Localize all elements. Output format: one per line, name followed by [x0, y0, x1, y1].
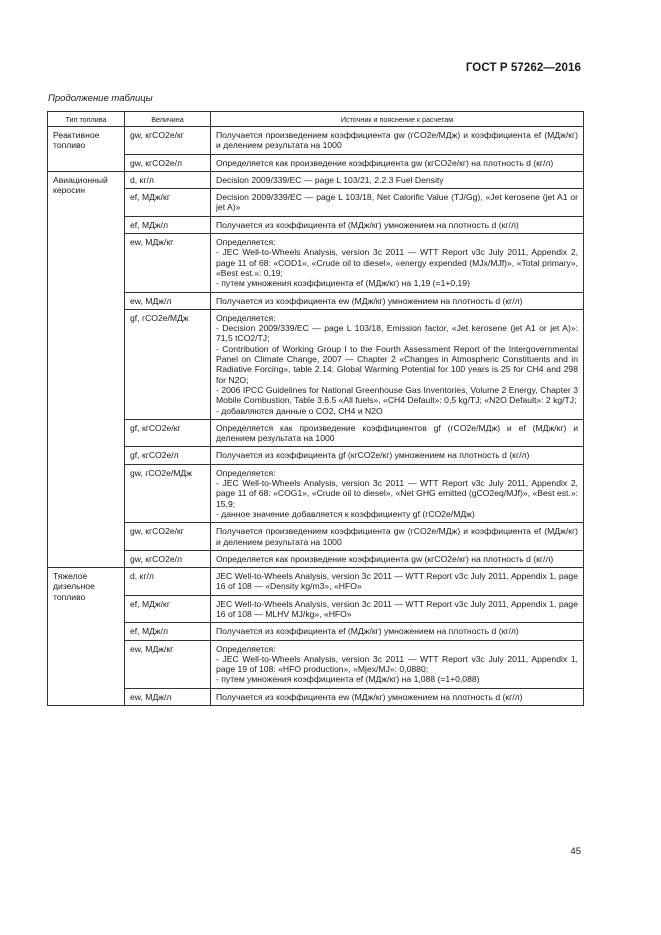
table-row — [48, 568, 584, 596]
table-row — [48, 127, 584, 155]
source-line: Получается произведением коэффициента gw (гCO2e/МДж) и коэффициента ef (МДж/кг) и делением результата на 1000 — [216, 526, 578, 547]
quantity-cell: d, кг/л — [125, 171, 211, 188]
fuel-type-cell: Тяжелое дизельное топливо — [48, 568, 125, 706]
quantity-cell: ew, МДж/кг — [125, 640, 211, 688]
source-line: - Contribution of Working Group I to the Fourth Assessment Report of the Intergovernmental Panel on Climate Change, 2007 — Chapter 2 «Changes in Atmospheric Constituents and in Radiative Forcing», table 2.14: Global Warming Potential for 100 years is 25 for CH4 and 298 for N2O; — [216, 343, 578, 385]
source-line: - данное значение добавляется к коэффициенту gf (гCO2e/МДж) — [216, 508, 475, 519]
quantity-cell: gw, гCO2e/МДж — [125, 464, 211, 522]
source-cell — [211, 234, 584, 292]
source-line: - путем умножения коэффициента ef (МДж/кг) на 1,19 (=1+0,19) — [216, 278, 470, 289]
table-row — [48, 550, 584, 567]
quantity-cell: gw, кгCO2e/кг — [125, 523, 211, 551]
table-row — [48, 447, 584, 464]
standard-number: ГОСТ Р 57262—2016 — [465, 62, 581, 74]
column-header-fuel-type: Тип топлива — [48, 112, 125, 127]
fuel-type-cell: Авиационный керосин — [48, 171, 125, 567]
source-cell — [211, 464, 584, 522]
source-line: Получается произведением коэффициента gw (гCO2e/МДж) и коэффициента ef (МДж/кг) и делением результата на 1000 — [216, 130, 578, 151]
quantity-cell: gw, кгCO2e/л — [125, 154, 211, 171]
source-line: - JEC Well-to-Wheels Analysis, version 3c 2011 — WTT Report v3c July 2011, Appendix 1, page 19 of 108: «HFO production», «Mjex/MJ»: 0,0880; — [216, 653, 578, 675]
table-row — [48, 688, 584, 705]
source-cell — [211, 447, 584, 464]
source-line: - добавляются данные о CO2, CH4 и N2O — [216, 405, 383, 416]
table-row — [48, 216, 584, 233]
table-row — [48, 595, 584, 623]
source-cell — [211, 189, 584, 217]
quantity-cell: ef, МДж/кг — [125, 189, 211, 217]
quantity-cell: ew, МДж/л — [125, 688, 211, 705]
quantity-cell: gw, кгCO2e/кг — [125, 127, 211, 155]
quantity-cell: ew, МДж/л — [125, 292, 211, 309]
source-line: Decision 2009/339/EC — page L 103/21, 2.2.3 Fuel Density — [216, 174, 444, 185]
column-header-quantity: Величина — [125, 112, 211, 127]
quantity-cell: d, кг/л — [125, 568, 211, 596]
source-line: - путем умножения коэффициента ef (МДж/кг) на 1,088 (=1+0,088) — [216, 674, 480, 685]
column-header-source: Источник и пояснение к расчетам — [211, 112, 584, 127]
source-cell — [211, 568, 584, 596]
source-cell — [211, 419, 584, 447]
source-cell — [211, 127, 584, 155]
table-row — [48, 154, 584, 171]
source-cell — [211, 154, 584, 171]
source-line: - JEC Well-to-Wheels Analysis, version 3c 2011 — WTT Report v3c July 2011, Appendix 2, page 11 of 68: «COG1», «Crude oil to diesel», «Net GHG emitted (gCO2eq/MJf)», «Best est.»: 15,9; — [216, 478, 578, 509]
source-cell — [211, 688, 584, 705]
source-cell — [211, 292, 584, 309]
table-row — [48, 189, 584, 217]
source-line: Получается из коэффициента gf (кгCO2e/кг) умножением на плотность d (кг/л) — [216, 450, 530, 461]
source-line: Определяется как произведение коэффициента gw (кгCO2e/кг) на плотность d (кг/л) — [216, 157, 554, 168]
source-line: Определяется как произведение коэффициентов gf (гCO2e/МДж) и ef (МДж/кг) и делением результата на 1000 — [216, 422, 578, 444]
source-line: Получается из коэффициента ew (МДж/кг) умножением на плотность d (кг/л) — [216, 691, 523, 702]
table-row — [48, 419, 584, 447]
source-line: Определяется: — [216, 312, 276, 323]
source-cell — [211, 216, 584, 233]
quantity-cell: gf, кгCO2e/л — [125, 447, 211, 464]
table-row — [48, 234, 584, 292]
fuel-coefficients-table — [47, 111, 584, 706]
source-cell — [211, 171, 584, 188]
source-line: Получается из коэффициента ef (МДж/кг) умножением на плотность d (кг/л) — [216, 219, 519, 230]
table-row — [48, 623, 584, 640]
table-header-row — [48, 112, 584, 127]
source-cell — [211, 523, 584, 551]
quantity-cell: gf, гCO2e/МДж — [125, 309, 211, 419]
table-caption: Продолжение таблицы — [48, 93, 153, 104]
table-row — [48, 292, 584, 309]
source-line: - JEC Well-to-Wheels Analysis, version 3c 2011 — WTT Report v3c July 2011, Appendix 2, page 11 of 68: «COD1», «Crude oil to diesel», «energy expended (MJx/MJf)», «Total primary», «Best est.»: 0,19; — [216, 247, 578, 278]
source-line: Определяется: — [216, 237, 276, 248]
source-line: Определяется: — [216, 467, 276, 478]
source-line: Определяется как произведение коэффициента gw (кгCO2e/кг) на плотность d (кг/л) — [216, 553, 554, 564]
table-row — [48, 309, 584, 419]
table-row — [48, 640, 584, 688]
source-line: Получается из коэффициента ef (МДж/кг) умножением на плотность d (кг/л) — [216, 626, 519, 637]
source-cell — [211, 595, 584, 623]
source-cell — [211, 309, 584, 419]
source-line: JEC Well-to-Wheels Analysis, version 3c 2011 — WTT Report v3c July 2011, Appendix 1, page 16 of 108 — MLHV MJ/kg», «HFO» — [216, 598, 578, 619]
source-cell — [211, 550, 584, 567]
source-cell — [211, 623, 584, 640]
table-row — [48, 464, 584, 522]
quantity-cell: gf, кгCO2e/кг — [125, 419, 211, 447]
fuel-type-cell: Реактивное топливо — [48, 127, 125, 172]
table-row — [48, 171, 584, 188]
source-line: - 2006 IPCC Guidelines for National Greenhouse Gas Inventories, Volume 2 Energy, Chapter 3 Mobile Combustion, Table 3.6.5 «All fuels», «CH4 Default»: 0,5 kg/TJ; «N2O Default»: 2 kg/TJ; — [216, 384, 578, 406]
source-line: JEC Well-to-Wheels Analysis, version 3c 2011 — WTT Report v3c July 2011, Appendix 1, page 16 of 108 — «Density kg/m3», «HFO» — [216, 571, 578, 592]
quantity-cell: ew, МДж/кг — [125, 234, 211, 292]
page-number: 45 — [570, 846, 581, 857]
source-cell — [211, 640, 584, 688]
quantity-cell: ef, МДж/л — [125, 216, 211, 233]
quantity-cell: gw, кгCO2e/л — [125, 550, 211, 567]
source-line: Получается из коэффициента ew (МДж/кг) умножением на плотность d (кг/л) — [216, 295, 523, 306]
quantity-cell: ef, МДж/кг — [125, 595, 211, 623]
table-row — [48, 523, 584, 551]
quantity-cell: ef, МДж/л — [125, 623, 211, 640]
source-line: Определяется: — [216, 643, 276, 654]
source-line: - Decision 2009/339/EC — page L 103/18, Emission factor, «Jet kerosene (jet A1 or jet A)»: 71,5 tCO2/TJ; — [216, 323, 578, 344]
source-line: Decision 2009/339/EC — page L 103/18, Net Calorific Value (TJ/Gg), «Jet kerosene (jet A1 or jet A)» — [216, 192, 578, 213]
